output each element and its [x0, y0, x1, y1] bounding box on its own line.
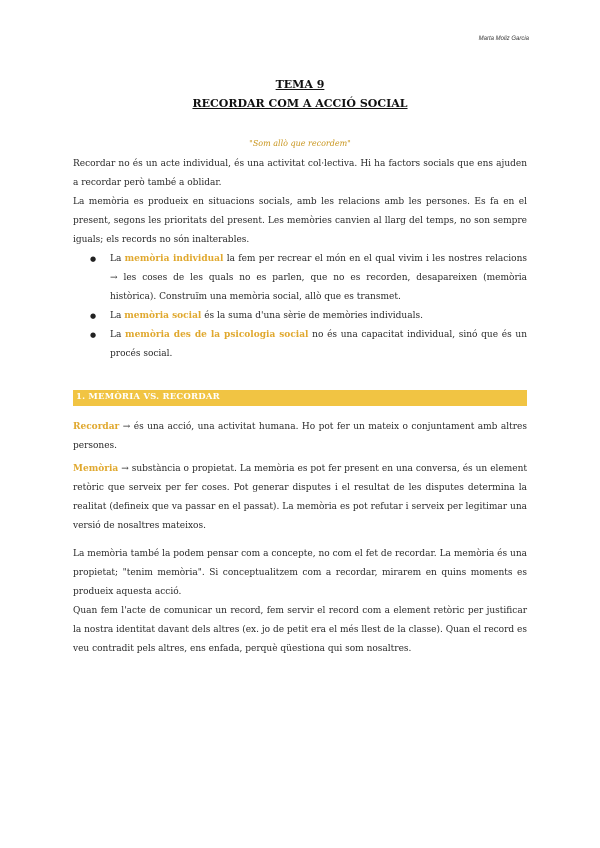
list-item: ● La memòria individual la fem per recrear el món en el qual vivim i les nostres relacions → les coses de les quals no es parlen, que no es recorden, desapareixen (memòria històrica). Construïm una memòria social, allò que es transmet.	[73, 250, 527, 307]
highlight-term: memòria social	[124, 311, 202, 321]
section-heading-bar	[73, 390, 527, 406]
section-heading: 1. MEMÒRIA VS. RECORDAR	[76, 392, 220, 402]
section1-definitions	[73, 418, 527, 536]
epigraph-quote: "Som allò que recordem"	[249, 139, 351, 148]
body-paragraph-3: La memòria també la podem pensar com a concepte, no com el fet de recordar. La memòria és una propietat; "tenim memòria". Si conceptualitzem com a recordar, mirarem en quins moments es produeix aquesta acció.	[73, 549, 527, 597]
intro-paragraph-1: Recordar no és un acte individual, és una activitat col·lectiva. Hi ha factors socials que ens ajuden a recordar però també a oblidar.	[73, 159, 527, 188]
bullet-list	[73, 250, 527, 364]
tema-number: TEMA 9	[275, 78, 325, 91]
list-item: ● La memòria des de la psicologia social no és una capacitat individual, sinó que és un procés social.	[73, 326, 527, 364]
page-title: RECORDAR COM A ACCIÓ SOCIAL	[192, 97, 408, 110]
highlight-term: memòria individual	[124, 254, 224, 264]
body-paragraph-4: Quan fem l'acte de comunicar un record, fem servir el record com a element retòric per justificar la nostra identitat davant dels altres (ex. jo de petit era el més llest de la classe). Quan el record es veu contradit pels altres, ens enfada, perquè qüestiona qui som nosaltres.	[73, 606, 527, 654]
highlight-term: Memòria	[73, 464, 119, 474]
author-name: Marta Moliz Garcia	[478, 36, 529, 42]
intro-paragraph-2: La memòria es produeix en situacions socials, amb les relacions amb les persones. Es fa en el present, segons les prioritats del present. Les memòries canvien al llarg del temps, no son sempre iguals; els records no són inalterables.	[73, 197, 527, 245]
list-item: ● La memòria social és la suma d'una sèrie de memòries individuals.	[73, 307, 527, 326]
highlight-term: memòria des de la psicologia social	[125, 330, 309, 340]
intro-section	[73, 155, 527, 364]
section1-body	[73, 545, 527, 659]
highlight-term: Recordar	[73, 422, 120, 432]
definition-memoria: Memòria → substància o propietat. La memòria es pot fer present en una conversa, és un element retòric que serveix per fer coses. Pot generar disputes i el resultat de les disputes determina la realitat (defineix que va passar en el passat). La memòria es pot refutar i serveix per legitimar una versió de nosaltres mateixos.	[73, 464, 527, 531]
definition-recordar: Recordar → és una acció, una activitat humana. Ho pot fer un mateix o conjuntament amb altres persones.	[73, 422, 527, 451]
